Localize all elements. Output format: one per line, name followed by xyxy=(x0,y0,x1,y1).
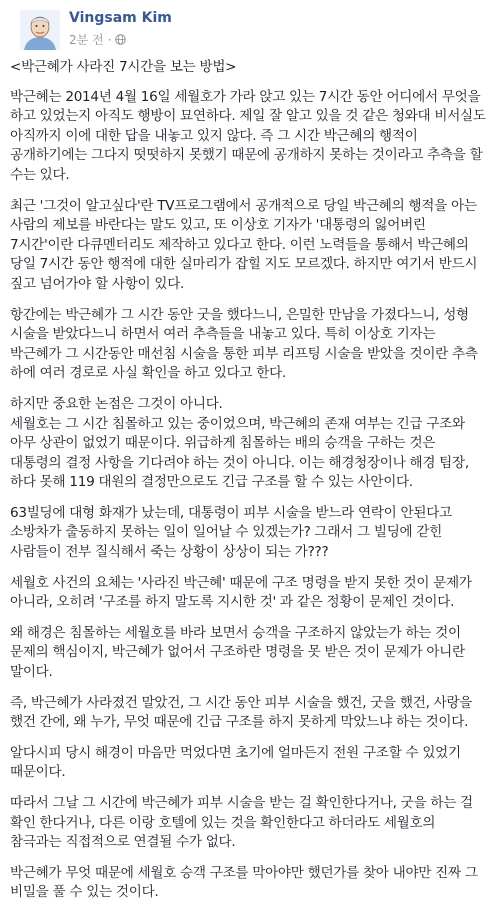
post-paragraph: 즉, 박근혜가 사라졌건 말았건, 그 시간 동안 피부 시술을 했건, 굿을 했건, 사랑을 했건 간에, 왜 누가, 무엇 때문에 긴급 구조를 하지 못하게 막았느냐 하는 것이다. xyxy=(10,694,473,731)
meta-separator: · xyxy=(107,32,112,47)
post-paragraph: 세월호 사건의 요체는 '사라진 박근혜' 때문에 구조 명령을 받지 못한 것이 문제가 아니라, 오히려 '구조를 하지 말도록 지시한 것' 과 같은 정황이 문제인 것이다. xyxy=(10,574,472,611)
post-header xyxy=(10,0,489,52)
post-paragraph: 박근혜는 2014년 4월 16일 세월호가 가라 앉고 있는 7시간 동안 어디에서 무엇을 하고 있었는지 아직도 행방이 묘연하다. 제일 잘 알고 있을 것 같은 청와대 비서실도 아직까지 이에 대한 답을 내놓고 있지 않다. 즉 그 시간 박근혜의 행적이 공개하기에는 그다지 떳떳하지 못했기 때문에 공개하지 못하는 것이라고 추측을 할 수는 있다. xyxy=(10,88,486,183)
post-paragraph: 박근혜가 무엇 때문에 세월호 승객 구조를 막아야만 했던가를 찾아 내야만 진짜 그 비밀을 풀 수 있는 것이다. xyxy=(10,864,478,901)
post-paragraph: 최근 '그것이 알고싶다'란 TV프로그램에서 공개적으로 당일 박근혜의 행적을 아는 사람의 제보를 바란다는 말도 있고, 또 이상호 기자가 '대통령의 잃어버린 7시간'이란 다큐멘터리도 제작하고 있다고 한다. 이런 노력들을 통해서 박근혜의 당일 7시간 동안 행적에 대한 실마리가 잡힐 지도 모르겠다. 하지만 여기서 반드시 짚고 넘어가야 할 사항이 있다. xyxy=(10,197,478,292)
post-paragraph: 왜 해경은 침몰하는 세월호를 바라 보면서 승객을 구조하지 않았는가 하는 것이 문제의 핵심이지, 박근혜가 없어서 구조하란 명령을 못 받은 것이 문제가 아니란 말이다. xyxy=(10,624,465,681)
post-timestamp[interactable]: 2분 전 xyxy=(69,33,104,47)
post-paragraph: 항간에는 박근혜가 그 시간 동안 굿을 했다느니, 은밀한 만남을 가졌다느니, 성형 시술을 받았다느니 하면서 여러 추측들을 내놓고 있다. 특히 이상호 기자는 박근혜가 그 시간동안 매선침 시술을 통한 피부 리프팅 시술을 받았을 것이란 추측 하에 여러 경로로 사실 확인을 하고 있다고 한다. xyxy=(10,306,478,382)
globe-icon[interactable] xyxy=(115,34,126,45)
post-paragraph: 63빌딩에 대형 화재가 났는데, 대통령이 피부 시술을 받느라 연락이 안된다고 소방차가 출동하지 못하는 일이 일어날 수 있겠는가? 그래서 그 빌딩에 갇힌 사람들이 전부 질식해서 죽는 상황이 상상이 되는 가??? xyxy=(10,504,452,561)
post-body xyxy=(10,58,489,914)
avatar-cartoon-image xyxy=(20,10,60,50)
profile-avatar[interactable] xyxy=(20,10,60,50)
post-paragraph: 하지만 중요한 논점은 그것이 아니다. 세월호는 그 시간 침몰하고 있는 중이었으며, 박근혜의 존재 여부는 긴급 구조와 아무 상관이 없었기 때문이다. 위급하게 침몰하는 배의 승객을 구하는 것은 대통령의 결정 사항을 기다려야 하는 것이 아니다. 이는 해경청장이나 해경 팀장, 하다 못해 119 대원의 결정만으로도 긴급 구조를 할 수 있는 사안이다. xyxy=(10,395,469,491)
post-meta xyxy=(69,31,126,48)
author-name[interactable]: Vingsam Kim xyxy=(69,10,172,26)
post-paragraph: 따라서 그날 그 시간에 박근혜가 피부 시술을 받는 걸 확인한다거나, 굿을 하는 걸 확인 한다거나, 다른 이랑 호텔에 있는 것을 확인한다고 하더라도 세월호의 참극과는 직접적으로 연결될 수가 없다. xyxy=(10,795,473,851)
post-paragraph: 알다시피 당시 해경이 마음만 먹었다면 초기에 얼마든지 전원 구조할 수 있었기 때문이다. xyxy=(10,744,461,781)
post-paragraphs xyxy=(10,88,489,903)
post-title: <박근혜가 사라진 7시간을 보는 방법> xyxy=(10,59,237,75)
